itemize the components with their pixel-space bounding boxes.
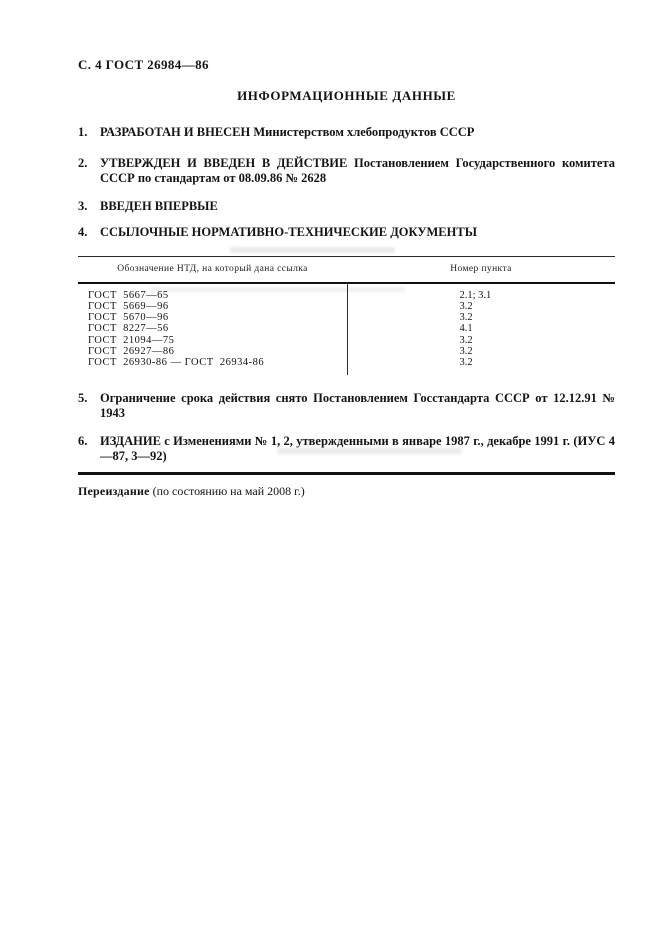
table-row (78, 357, 615, 374)
item-number: 6. (78, 433, 88, 448)
punkt-cell: 2.1; 3.1 (459, 289, 492, 301)
list-item-5 (78, 391, 615, 422)
punkt-cell: 3.2 (459, 357, 473, 369)
punkt-cell: 3.2 (459, 312, 473, 324)
list-item-2 (78, 156, 615, 187)
ntd-cell: ГОСТ 26930-86 — ГОСТ 26934-86 (78, 357, 347, 374)
table-row (78, 301, 615, 312)
table-row (78, 335, 615, 346)
ntd-cell: ГОСТ 5667—65 (78, 283, 347, 301)
item-number: 2. (78, 155, 88, 170)
item-text: РАЗРАБОТАН И ВНЕСЕН Министерством хлебопродуктов СССР (100, 125, 475, 139)
list-item-4 (78, 225, 615, 241)
item-text: ССЫЛОЧНЫЕ НОРМАТИВНО-ТЕХНИЧЕСКИЕ ДОКУМЕНТЫ (100, 225, 477, 239)
punkt-cell: 3.2 (459, 300, 473, 312)
punkt-cell: 3.2 (459, 334, 473, 346)
list-item-1 (78, 125, 615, 141)
table-header-row (78, 256, 615, 283)
ntd-cell: ГОСТ 8227—56 (78, 323, 347, 334)
column-header-punkt: Номер пункта (347, 256, 615, 283)
column-header-ntd: Обозначение НТД, на который дана ссылка (78, 256, 347, 283)
list-item-6 (78, 434, 615, 465)
table-row (78, 323, 615, 334)
item-text: ВВЕДЕН ВПЕРВЫЕ (100, 198, 218, 213)
section-title: ИНФОРМАЦИОННЫЕ ДАННЫЕ (237, 88, 456, 103)
page-header: С. 4 ГОСТ 26984—86 (78, 57, 209, 72)
item-number: 4. (78, 225, 88, 239)
table-row (78, 283, 615, 301)
item-text: Ограничение срока действия снято Постановлением Госстандарта СССР от 12.12.91 № 1943 (100, 390, 615, 421)
item-text: УТВЕРЖДЕН И ВВЕДЕН В ДЕЙСТВИЕ Постановлением Государственного комитета СССР по стандартам от 08.09.86 № 2628 (100, 155, 615, 185)
reissue-note (78, 484, 615, 499)
reissue-text: (по состоянию на май 2008 г.) (149, 483, 305, 498)
item-number: 5. (78, 390, 88, 405)
item-number: 1. (78, 125, 88, 139)
table-row (78, 346, 615, 357)
reissue-label: Переиздание (78, 483, 150, 498)
list-item-3 (78, 199, 615, 215)
ntd-cell: ГОСТ 26927—86 (78, 346, 347, 357)
references-table (78, 256, 615, 375)
horizontal-rule (78, 472, 615, 475)
page-content (78, 0, 615, 499)
item-number: 3. (78, 198, 88, 213)
item-text: ИЗДАНИЕ с Изменениями № 1, 2, утвержденными в январе 1987 г., декабре 1991 г. (ИУС 4—87, 3—92) (100, 433, 615, 464)
punkt-cell: 4.1 (459, 323, 473, 335)
ntd-cell: ГОСТ 21094—75 (78, 335, 347, 346)
punkt-cell: 3.2 (459, 345, 473, 357)
ntd-cell: ГОСТ 5670—96 (78, 312, 347, 323)
ntd-cell: ГОСТ 5669—96 (78, 301, 347, 312)
table-row (78, 312, 615, 323)
